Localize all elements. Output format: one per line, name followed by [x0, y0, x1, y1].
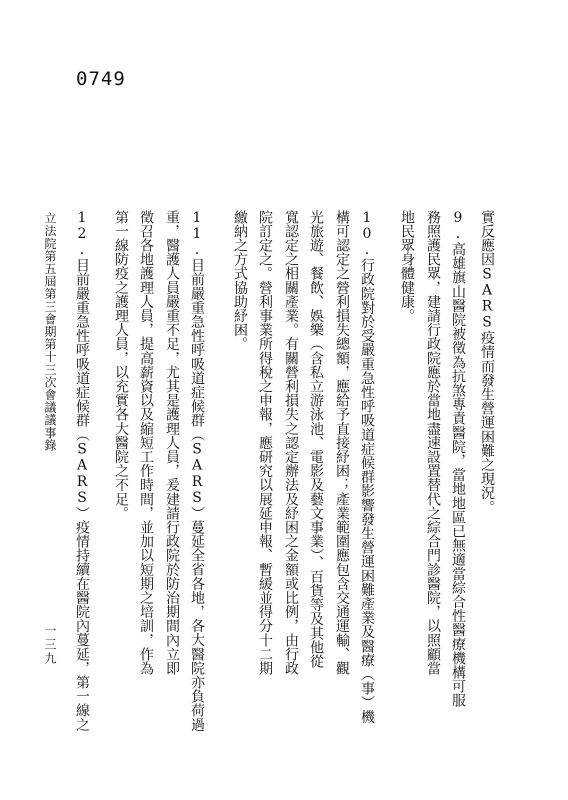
text-column: 院訂定之。營利事業所得稅之申報，應研究以展延申報、暫緩並得分十二期	[257, 210, 273, 676]
text-column: 9.高雄旗山醫院被徵為抗煞專責醫院，當地地區已無適當綜合性醫療機構可服	[450, 210, 466, 708]
page-number: 0749	[76, 68, 126, 90]
running-footer: 立法院第五屆第三會期第十三次會議議事錄	[43, 212, 57, 452]
text-column: 12.目前嚴重急性呼吸道症候群（SARS）疫情持續在醫院內蔓延，第一線之	[74, 210, 90, 732]
text-column: 地民眾身體健康。	[399, 210, 415, 323]
text-column: 光旅遊、餐飲、娛樂（含私立游泳池、電影及藝文事業）、百貨等及其他從	[308, 210, 324, 669]
text-column: 徵召各地護理人員，提高薪資以及縮短工作時間，並加以短期之培訓，作為	[138, 210, 154, 676]
text-column: 第一線防疫之護理人員，以充實各大醫院之不足。	[113, 210, 129, 521]
text-column: 11.目前嚴重急性呼吸道症候群（SARS）蔓延全省各地，各大醫院亦負荷過	[189, 210, 205, 732]
text-column: 構可認定之營利損失總額，應給予直接紓困；產業範圍應包含交通運輸、觀	[334, 210, 350, 676]
text-column: 實反應因SARS疫情而發生營運困難之現況。	[479, 210, 495, 515]
text-column: 繳納之方式協助紓困。	[232, 210, 248, 351]
text-column: 寬認定之相關產業。有關營利損失之認定辦法及紓困之金額或比例，由行政	[283, 210, 299, 676]
text-column: 重，醫護人員嚴重不足，尤其是護理人員，爰建請行政院於防治期間內立即	[164, 210, 180, 676]
text-column: 10.行政院對於受嚴重急性呼吸道症候群影響發生營運困難產業及醫療（事）機	[359, 210, 375, 724]
folio-number: 一三九	[43, 624, 57, 666]
text-column: 務照護民眾，建請行政院應於當地盡速設置替代之綜合門診醫院，以照顧當	[425, 210, 441, 676]
